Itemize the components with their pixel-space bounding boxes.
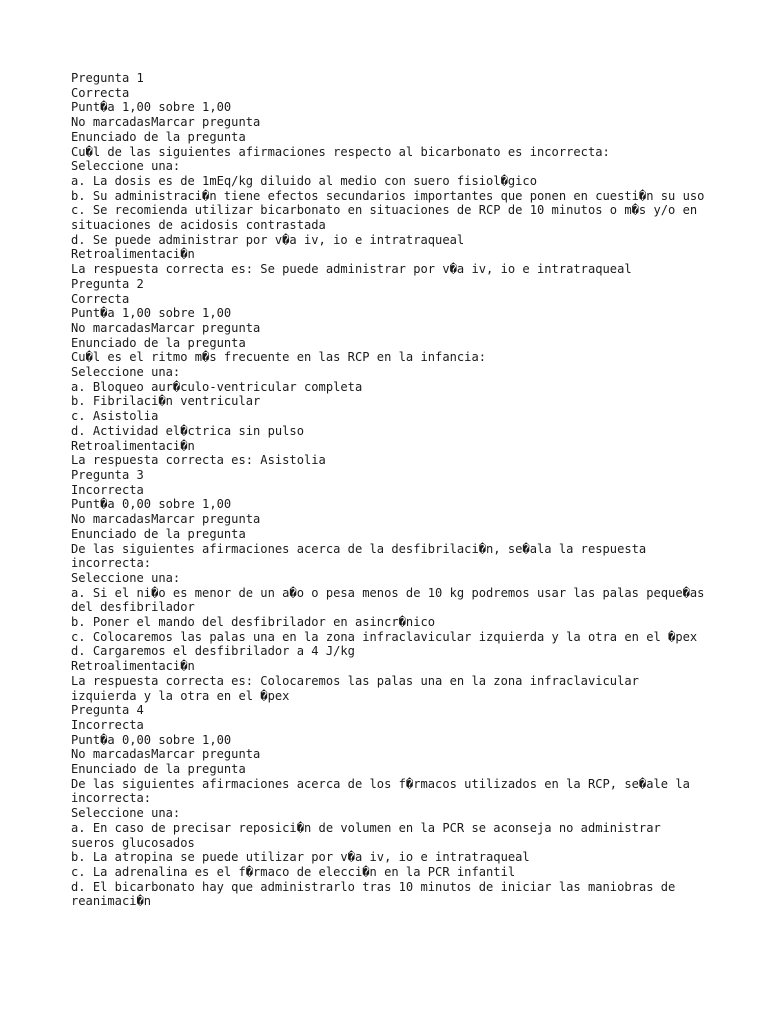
question-1-score: Punt�a 1,00 sobre 1,00 [71, 100, 232, 115]
question-3-select-prompt: Seleccione una: [71, 570, 181, 585]
question-4-text: De las siguientes afirmaciones acerca de los f�rmacos utilizados en la RCP, se�ale la incorrecta: [71, 776, 698, 806]
question-4-flag: No marcadasMarcar pregunta [71, 747, 261, 762]
question-2-option-b: b. Fibrilaci�n ventricular [71, 394, 261, 409]
question-3-heading: Pregunta 3 [71, 467, 144, 482]
question-3-correct-answer: La respuesta correcta es: Colocaremos las palas una en la zona infraclavicular izquierda y la otra en el �pex [71, 673, 647, 703]
question-4-option-b: b. La atropina se puede utilizar por v�a iv, io e intratraqueal [71, 850, 530, 865]
question-2-status: Correcta [71, 291, 130, 306]
question-1-option-b: b. Su administraci�n tiene efectos secundarios importantes que ponen en cuesti�n su uso [71, 188, 705, 203]
document-body [71, 71, 711, 909]
question-4-score: Punt�a 0,00 sobre 1,00 [71, 732, 232, 747]
question-4-option-a: a. En caso de precisar reposici�n de volumen en la PCR se aconseja no administrar sueros glucosados [71, 820, 669, 850]
question-3-option-a: a. Si el ni�o es menor de un a�o o pesa menos de 10 kg podremos usar las palas peque�as del desfibrilador [71, 585, 712, 615]
question-3-option-d: d. Cargaremos el desfibrilador a 4 J/kg [71, 644, 355, 659]
question-2-option-a: a. Bloqueo aur�culo-ventricular completa [71, 379, 363, 394]
question-3-feedback-label: Retroalimentaci�n [71, 659, 195, 674]
question-3-status: Incorrecta [71, 482, 144, 497]
question-2-select-prompt: Seleccione una: [71, 365, 181, 380]
question-2-feedback-label: Retroalimentaci�n [71, 438, 195, 453]
question-4-option-c: c. La adrenalina es el f�rmaco de elecci�n en la PCR infantil [71, 864, 516, 879]
question-1-option-c: c. Se recomienda utilizar bicarbonato en situaciones de RCP de 10 minutos o m�s y/o en situaciones de acidosis contrastada [71, 203, 705, 233]
question-1-text: Cu�l de las siguientes afirmaciones respecto al bicarbonato es incorrecta: [71, 144, 610, 159]
question-1-heading: Pregunta 1 [71, 71, 144, 85]
question-1-flag: No marcadasMarcar pregunta [71, 115, 261, 130]
question-3-score: Punt�a 0,00 sobre 1,00 [71, 497, 232, 512]
question-2-flag: No marcadasMarcar pregunta [71, 320, 261, 335]
question-4-statement-label: Enunciado de la pregunta [71, 762, 246, 777]
question-1-feedback-label: Retroalimentaci�n [71, 247, 195, 262]
question-1-option-d: d. Se puede administrar por v�a iv, io e intratraqueal [71, 232, 465, 247]
question-2-option-d: d. Actividad el�ctrica sin pulso [71, 423, 304, 438]
question-3-flag: No marcadasMarcar pregunta [71, 512, 261, 527]
question-1-correct-answer: La respuesta correcta es: Se puede administrar por v�a iv, io e intratraqueal [71, 262, 632, 277]
question-1-statement-label: Enunciado de la pregunta [71, 129, 246, 144]
question-4-heading: Pregunta 4 [71, 703, 144, 718]
question-1-select-prompt: Seleccione una: [71, 159, 181, 174]
question-4-status: Incorrecta [71, 717, 144, 732]
question-1-status: Correcta [71, 85, 130, 100]
question-3-text: De las siguientes afirmaciones acerca de la desfibrilaci�n, se�ala la respuesta incorrecta: [71, 541, 654, 571]
question-4-select-prompt: Seleccione una: [71, 806, 181, 821]
question-3-option-c: c. Colocaremos las palas una en la zona infraclavicular izquierda y la otra en el �pex [71, 629, 698, 644]
question-2-correct-answer: La respuesta correcta es: Asistolia [71, 453, 326, 468]
question-2-option-c: c. Asistolia [71, 409, 159, 424]
question-2-text: Cu�l es el ritmo m�s frecuente en las RCP en la infancia: [71, 350, 487, 365]
question-1-option-a: a. La dosis es de 1mEq/kg diluido al medio con suero fisiol�gico [71, 173, 537, 188]
question-3-statement-label: Enunciado de la pregunta [71, 526, 246, 541]
question-2-statement-label: Enunciado de la pregunta [71, 335, 246, 350]
question-2-score: Punt�a 1,00 sobre 1,00 [71, 306, 232, 321]
question-3-option-b: b. Poner el mando del desfibrilador en asincr�nico [71, 615, 436, 630]
question-4-option-d: d. El bicarbonato hay que administrarlo tras 10 minutos de iniciar las maniobras de reanimaci�n [71, 879, 683, 909]
question-2-heading: Pregunta 2 [71, 276, 144, 291]
